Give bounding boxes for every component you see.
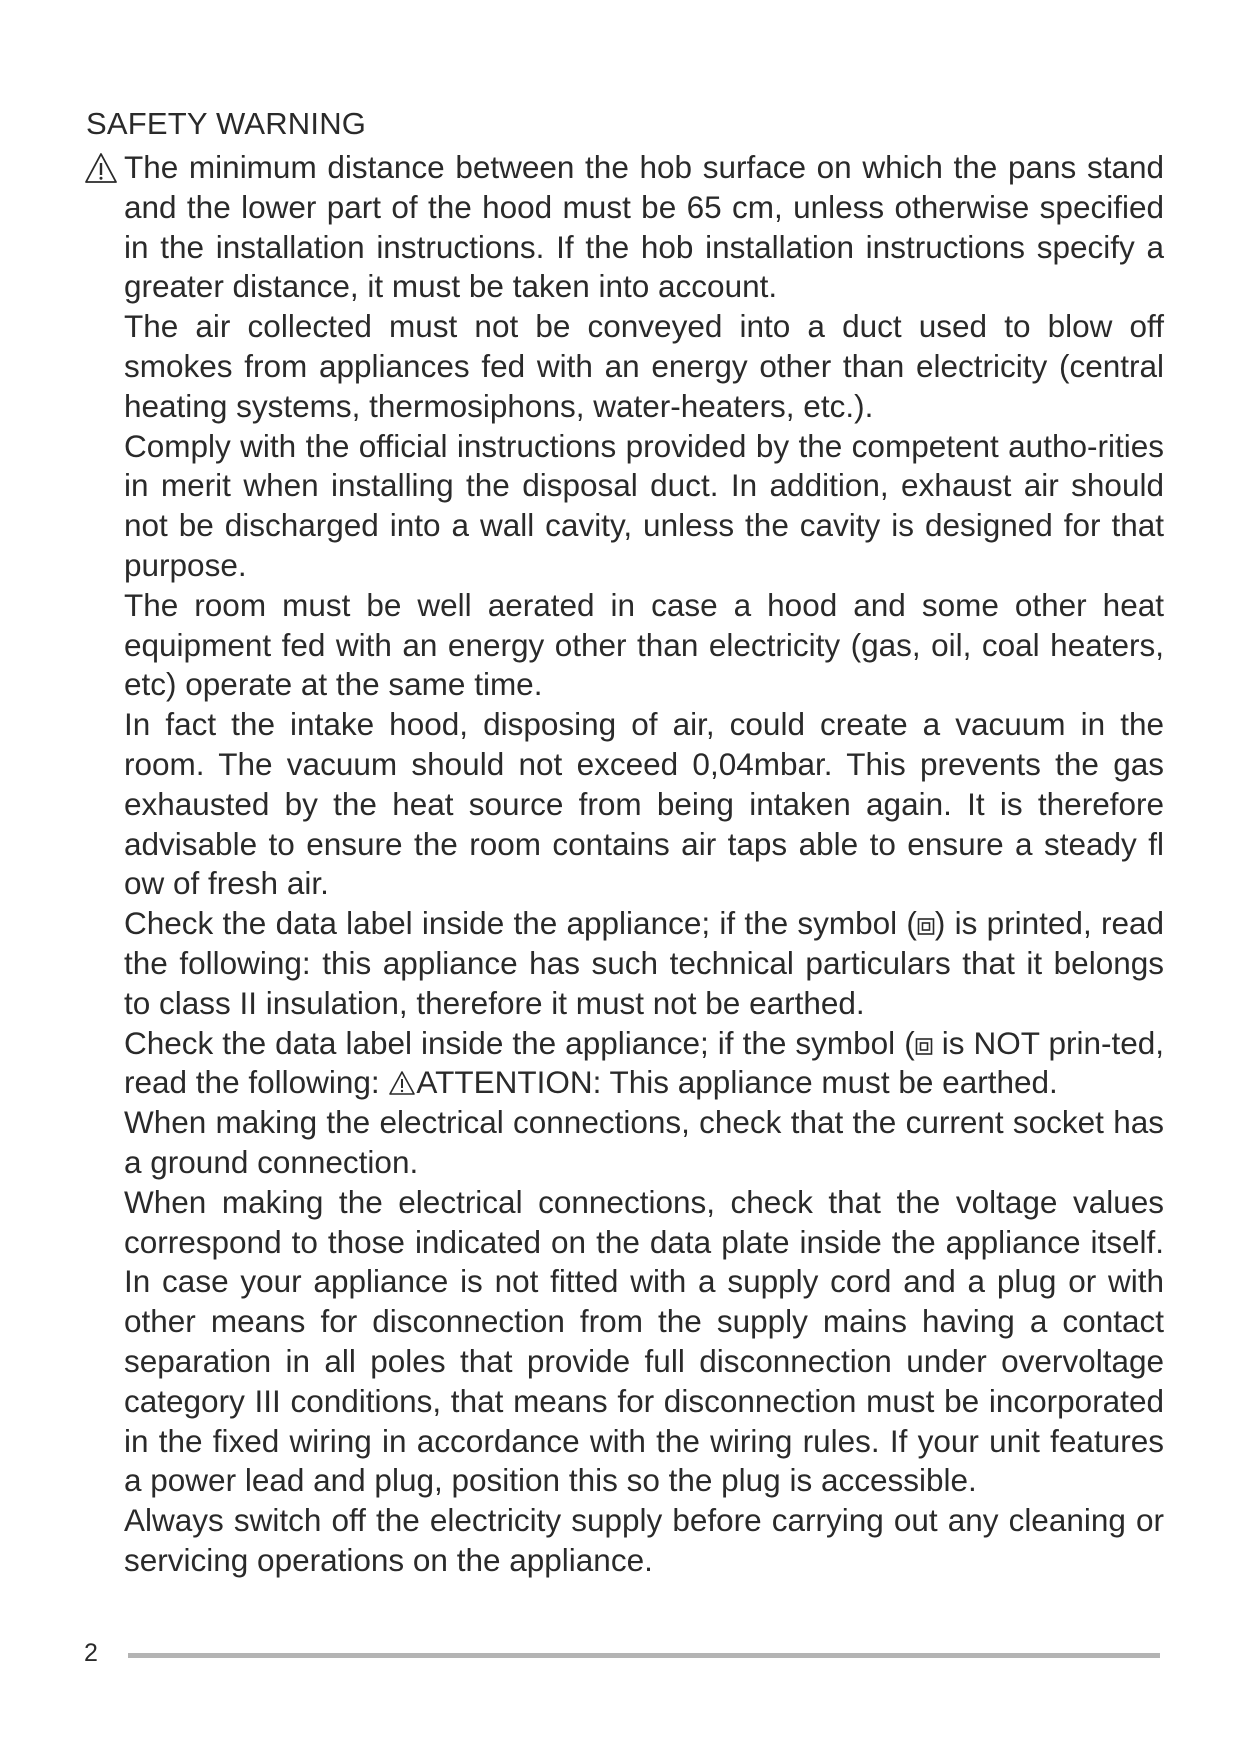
earthing-text-middle: is NOT prin-ted, read the following: bbox=[124, 1024, 1165, 1101]
paragraph-room-aeration: The room must be well aerated in case a hood and some other heat equipment fed with an energy other than electricity (gas, oil, coal heaters, etc) operate at the same time. bbox=[124, 586, 1164, 703]
paragraph-voltage-values: When making the electrical connections, check that the voltage values correspond to those indicated on the data plate inside the appliance itself. In case your appliance is not fitted with a supply cord and a plug or with other means for disconnection from the supply mains having a contact separation in all poles that provide full disconnection under overvoltage category III conditions, that means for disconnection must be incorporated in the fixed wiring in accordance with the wiring rules. If your unit features a power lead and plug, position this so the plug is accessible. bbox=[124, 1183, 1164, 1499]
paragraph-class-ii bbox=[124, 904, 1164, 1023]
class-ii-symbol-icon bbox=[915, 1036, 933, 1056]
paragraph-air-duct: The air collected must not be conveyed into a duct used to blow off smokes from appliances fed with an energy other than electricity (central heating systems, thermosiphons, water-heaters, etc.). bbox=[124, 308, 1164, 424]
paragraph-switch-off: Always switch off the electricity supply before carrying out any cleaning or servicing operations on the appliance. bbox=[124, 1502, 1164, 1578]
paragraph-ground-connection: When making the electrical connections, check that the current socket has a ground connection. bbox=[124, 1104, 1164, 1180]
earthing-text-before: Check the data label inside the appliance; if the symbol ( bbox=[124, 1024, 915, 1061]
page-number: 2 bbox=[84, 1639, 98, 1667]
class-ii-text-after: ) is printed, read the following: this appliance has such technical particulars that it belongs to class II insulation, therefore it must not be earthed. bbox=[124, 905, 1164, 1021]
page-title: SAFETY WARNING bbox=[86, 106, 367, 141]
class-ii-symbol-icon bbox=[917, 916, 935, 936]
warning-triangle-icon bbox=[84, 152, 118, 184]
footer-divider bbox=[128, 1653, 1160, 1658]
paragraph-disposal-duct: Comply with the official instructions provided by the competent autho-rities in merit when installing the disposal duct. In addition, exhaust air should not be discharged into a wall cavity, unless the cavity is designed for that purpose. bbox=[124, 427, 1164, 583]
paragraph-vacuum: In fact the intake hood, disposing of air, could create a vacuum in the room. The vacuum should not exceed 0,04mbar. This prevents the gas exhausted by the heat source from being intaken again. It is therefore advisable to ensure the room contains air taps able to ensure a steady fl ow of fresh air. bbox=[124, 706, 1164, 902]
safety-warning-body bbox=[124, 148, 1164, 1581]
warning-triangle-icon bbox=[388, 1070, 416, 1096]
paragraph-min-distance: The minimum distance between the hob surface on which the pans stand and the lower part of the hood must be 65 cm, unless otherwise specified in the installation instructions. If the hob installation instructions specify a greater distance, it must be taken into account. bbox=[124, 149, 1164, 305]
paragraph-earthing bbox=[124, 1024, 1164, 1104]
earthing-text-after: ATTENTION: This appliance must be earthed. bbox=[416, 1064, 1058, 1101]
class-ii-text-before: Check the data label inside the appliance; if the symbol ( bbox=[124, 905, 917, 942]
